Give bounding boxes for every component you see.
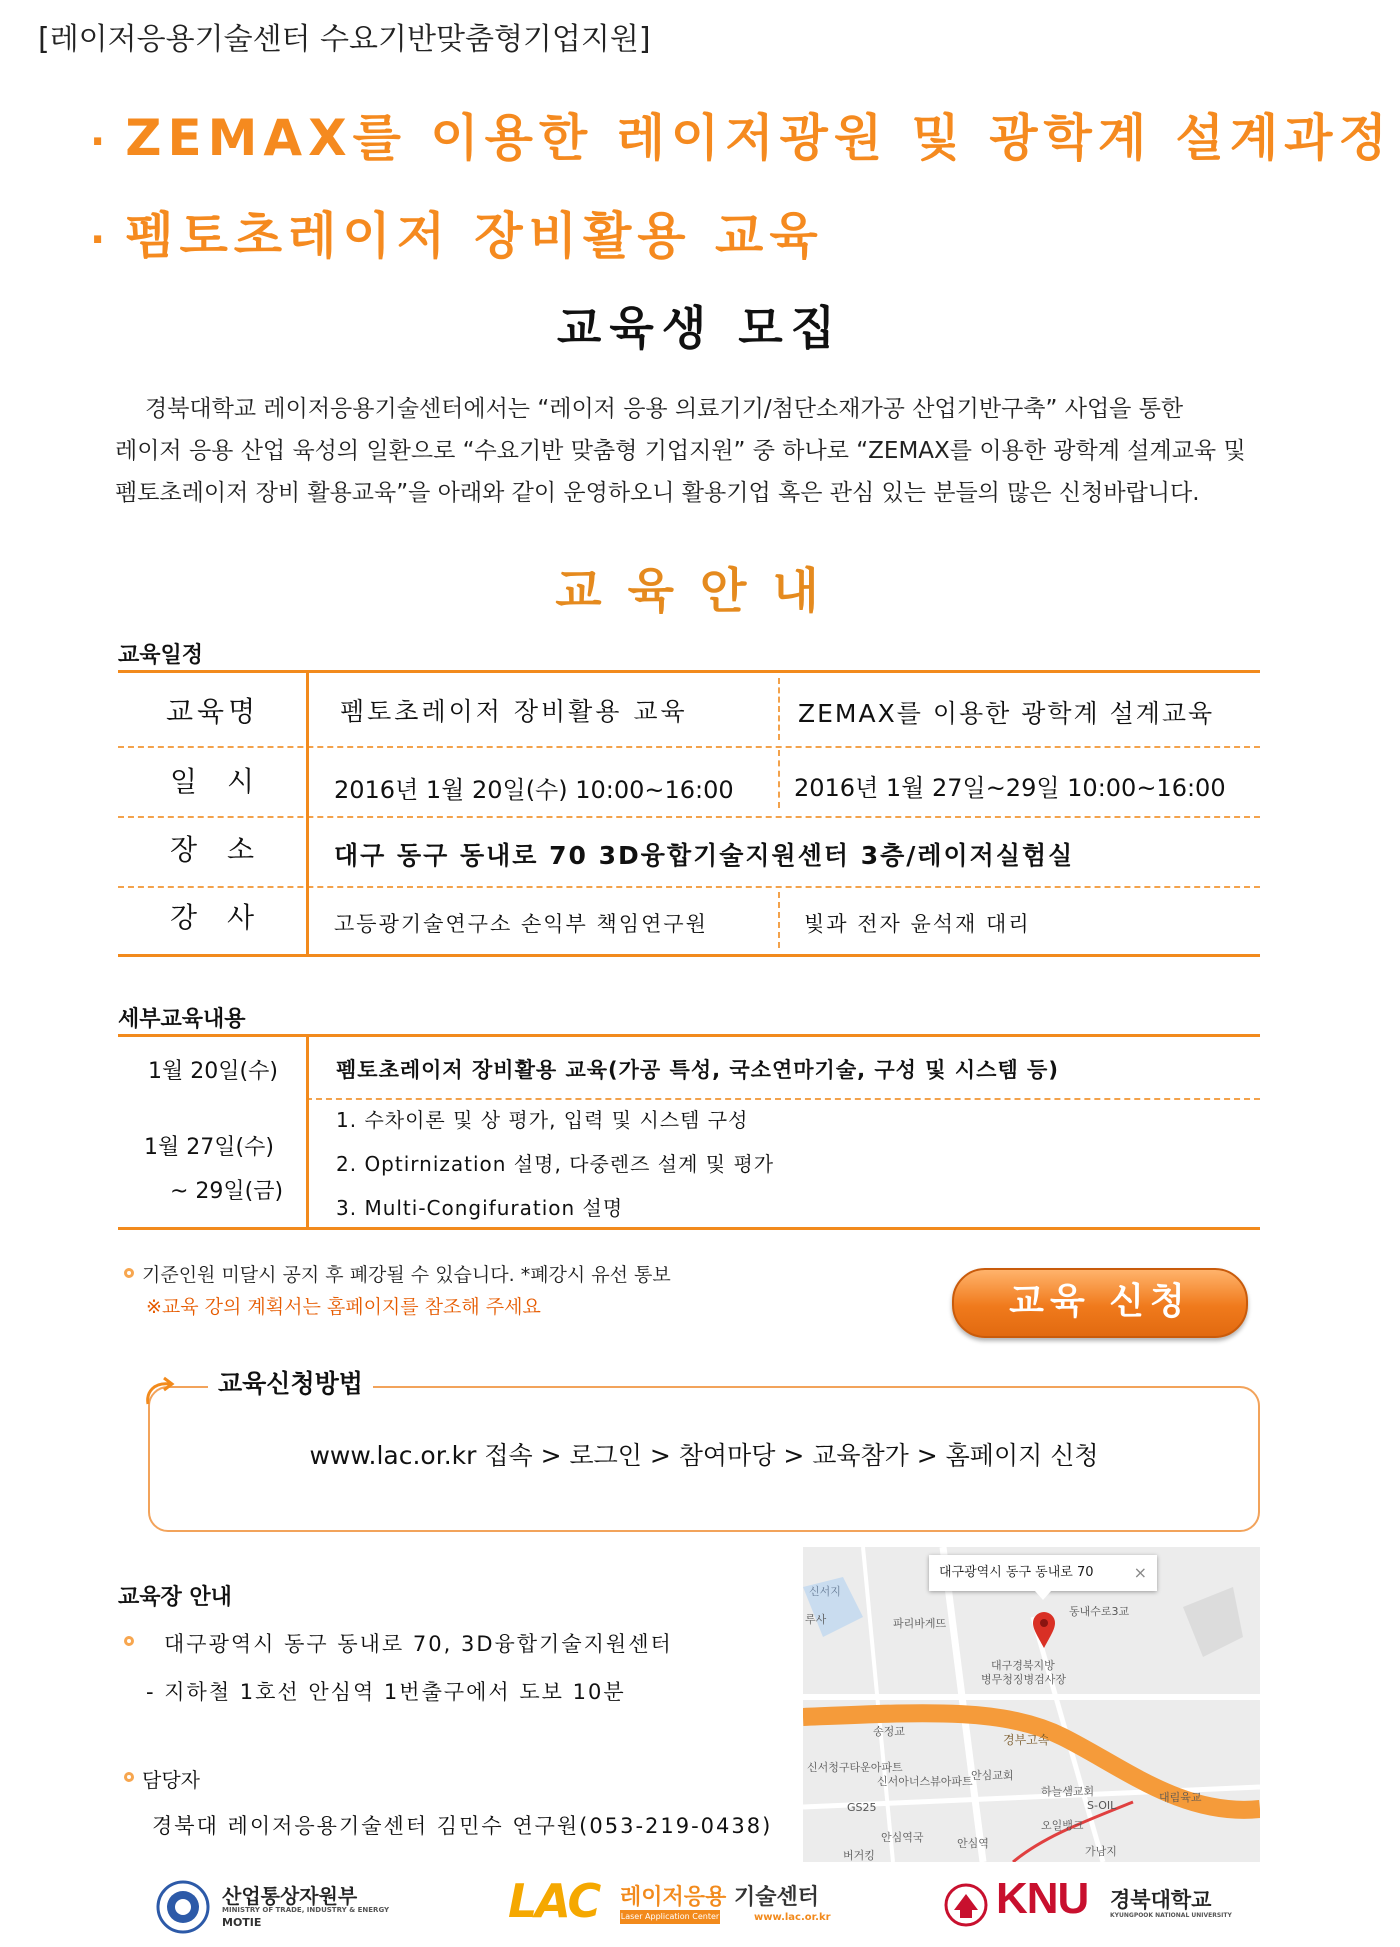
header-instructor: 강사 — [170, 901, 285, 934]
map-label: GS25 — [847, 1801, 877, 1814]
lac-name-dark: 기술센터 — [734, 1885, 820, 1910]
map-label: 대구경북지방 — [991, 1659, 1055, 1672]
motie-english: MINISTRY OF TRADE, INDUSTRY & ENERGY — [222, 1906, 390, 1914]
note-bullet-icon — [124, 1268, 134, 1278]
detail-item-1: 1. 수차이론 및 상 평가, 입력 및 시스템 구성 — [336, 1108, 749, 1132]
map-label: 파리바게뜨 — [893, 1617, 947, 1630]
venue-transit: - 지하철 1호선 안심역 1번출구에서 도보 10분 — [146, 1680, 626, 1704]
map-popup — [929, 1555, 1157, 1591]
header-datetime: 일시 — [170, 765, 285, 798]
map-label: 신서아너스뷰아파트 — [877, 1775, 973, 1788]
map-label: 버거킹 — [843, 1849, 875, 1862]
schedule-label: 교육일정 — [118, 643, 204, 668]
knu-mark: KNU — [996, 1874, 1089, 1923]
header-course-name: 교육명 — [166, 695, 260, 728]
schedule-table — [118, 670, 1260, 957]
map-label: 오일뱅크 — [1041, 1819, 1084, 1832]
location-map[interactable] — [803, 1547, 1260, 1862]
apply-button[interactable]: 교육 신청 — [952, 1268, 1248, 1338]
knu-logo — [944, 1874, 1244, 1938]
map-label: 신서지 — [809, 1585, 841, 1598]
detail-item-3: 3. Multi-Congifuration 설명 — [336, 1196, 624, 1220]
table-top-border — [118, 1034, 1260, 1037]
intro-line: 레이저 응용 산업 육성의 일환으로 “수요기반 맞춤형 기업지원” 중 하나로 “ZEMAX를 이용한 광학계 설계교육 및 — [115, 438, 1246, 464]
course-femto: 펨토초레이저 장비활용 교육 — [340, 697, 688, 726]
motie-emblem-icon — [156, 1880, 210, 1934]
date-column-divider — [306, 1034, 309, 1230]
table-top-border — [118, 670, 1260, 673]
contact-text: 경북대 레이저응용기술센터 김민수 연구원(053-219-0438) — [152, 1814, 773, 1838]
map-roads — [803, 1547, 1260, 1862]
detail-date-2a: 1월 27일(수) — [144, 1135, 274, 1160]
lac-mark: LAC — [508, 1874, 600, 1928]
map-label: 하늘샘교회 — [1041, 1785, 1095, 1798]
map-label: 경부고속 — [1003, 1733, 1050, 1747]
map-label: S-OIL — [1087, 1799, 1117, 1812]
map-label: 송정교 — [873, 1725, 905, 1738]
table-bottom-border — [118, 954, 1260, 957]
headline-femto — [90, 196, 824, 268]
motie-logo — [156, 1878, 406, 1938]
recruit-title: 교육생 모집 — [556, 301, 844, 355]
column-divider — [778, 750, 780, 808]
motie-abbr: MOTIE — [222, 1916, 262, 1929]
map-label: 안심역 — [957, 1837, 989, 1850]
lac-logo — [508, 1876, 838, 1938]
map-label: 안심역국 — [881, 1831, 924, 1844]
bullet-dot: · — [90, 119, 112, 165]
headline-text: ZEMAX를 이용한 레이저광원 및 광학계 설계과정 — [125, 109, 1393, 167]
knu-english: KYUNGPOOK NATIONAL UNIVERSITY — [1110, 1912, 1232, 1919]
headline-zemax — [90, 98, 1393, 170]
lac-url: www.lac.or.kr — [754, 1912, 831, 1923]
motie-name: 산업통상자원부 — [222, 1884, 358, 1908]
venue-address-line: 대구광역시 동구 동내로 70, 3D융합기술지원센터 — [164, 1632, 673, 1656]
map-label: 루사 — [805, 1613, 827, 1626]
map-label: 동내수로3교 — [1069, 1605, 1130, 1618]
instructor-femto: 고등광기술연구소 손익부 책임연구원 — [334, 912, 708, 936]
notice-line-2: ※교육 강의 계획서는 홈페이지를 참조해 주세요 — [146, 1296, 541, 1318]
header-venue: 장소 — [170, 833, 285, 866]
lac-name-orange: 레이저응용 — [620, 1885, 727, 1910]
column-divider — [778, 892, 780, 948]
venue-bullet-icon — [124, 1636, 134, 1646]
course-zemax: ZEMAX를 이용한 광학계 설계교육 — [798, 699, 1215, 728]
intro-paragraph — [115, 388, 1345, 514]
detail-date-2b: ~ 29일(금) — [170, 1179, 284, 1204]
detail-date-1: 1월 20일(수) — [148, 1059, 278, 1084]
map-label: 안심교회 — [971, 1769, 1014, 1782]
method-title: 교육신청방법 — [208, 1364, 373, 1400]
detail-label: 세부교육내용 — [118, 1007, 246, 1032]
guide-title: 교육안내 — [555, 563, 845, 619]
detail-content-1: 펨토초레이저 장비활용 교육(가공 특성, 국소연마기술, 구성 및 시스템 등) — [336, 1058, 1059, 1082]
map-pin-icon[interactable] — [1031, 1611, 1057, 1649]
map-label: 가남지 — [1085, 1845, 1117, 1858]
column-divider — [778, 678, 780, 740]
contact-bullet-icon — [124, 1772, 134, 1782]
venue-label: 교육장 안내 — [118, 1585, 232, 1610]
headline-text: 펨토초레이저 장비활용 교육 — [125, 207, 824, 265]
datetime-femto: 2016년 1월 20일(수) 10:00~16:00 — [334, 776, 734, 804]
curl-arrow-icon — [140, 1370, 180, 1410]
detail-item-2: 2. Optirnization 설명, 다중렌즈 설계 및 평가 — [336, 1152, 775, 1176]
intro-line: 펨토초레이저 장비 활용교육”을 아래와 같이 운영하오니 활용기업 혹은 관심 있는 분들의 많은 신청바랍니다. — [115, 480, 1200, 506]
close-icon[interactable]: × — [1133, 1563, 1147, 1582]
detail-table — [118, 1034, 1260, 1230]
datetime-zemax: 2016년 1월 27일~29일 10:00~16:00 — [794, 774, 1226, 802]
method-path: www.lac.or.kr 접속 > 로그인 > 참여마당 > 교육참가 > 홈페이지 신청 — [309, 1441, 1099, 1470]
map-popup-text: 대구광역시 동구 동내로 70 — [939, 1565, 1094, 1580]
table-bottom-border — [118, 1227, 1260, 1230]
row-divider — [118, 746, 1260, 748]
notice-line-1: 기준인원 미달시 공지 후 폐강될 수 있습니다. *폐강시 유선 통보 — [142, 1264, 671, 1286]
venue-address: 대구 동구 동내로 70 3D융합기술지원센터 3층/레이저실험실 — [334, 841, 1075, 870]
instructor-zemax: 빛과 전자 윤석재 대리 — [804, 912, 1031, 936]
intro-line: 경북대학교 레이저응용기술센터에서는 “레이저 응용 의료기기/첨단소재가공 산업기반구축” 사업을 통한 — [145, 396, 1184, 422]
bullet-dot: · — [90, 217, 112, 263]
map-label: 병무청징병검사장 — [981, 1673, 1067, 1686]
map-label: 대림육교 — [1159, 1791, 1202, 1804]
knu-name: 경북대학교 — [1110, 1888, 1212, 1912]
map-label: 신서청구타운아파트 — [807, 1761, 903, 1774]
row-divider — [306, 1098, 1260, 1100]
contact-label: 담당자 — [142, 1768, 200, 1792]
header-column-divider — [306, 670, 309, 957]
row-divider — [118, 886, 1260, 888]
row-divider — [118, 816, 1260, 818]
top-label: [레이저응용기술센터 수요기반맞춤형기업지원] — [38, 22, 651, 57]
popup-pointer — [1035, 1591, 1051, 1600]
knu-emblem-icon — [944, 1880, 988, 1930]
lac-english: Laser Application Center — [620, 1910, 720, 1924]
